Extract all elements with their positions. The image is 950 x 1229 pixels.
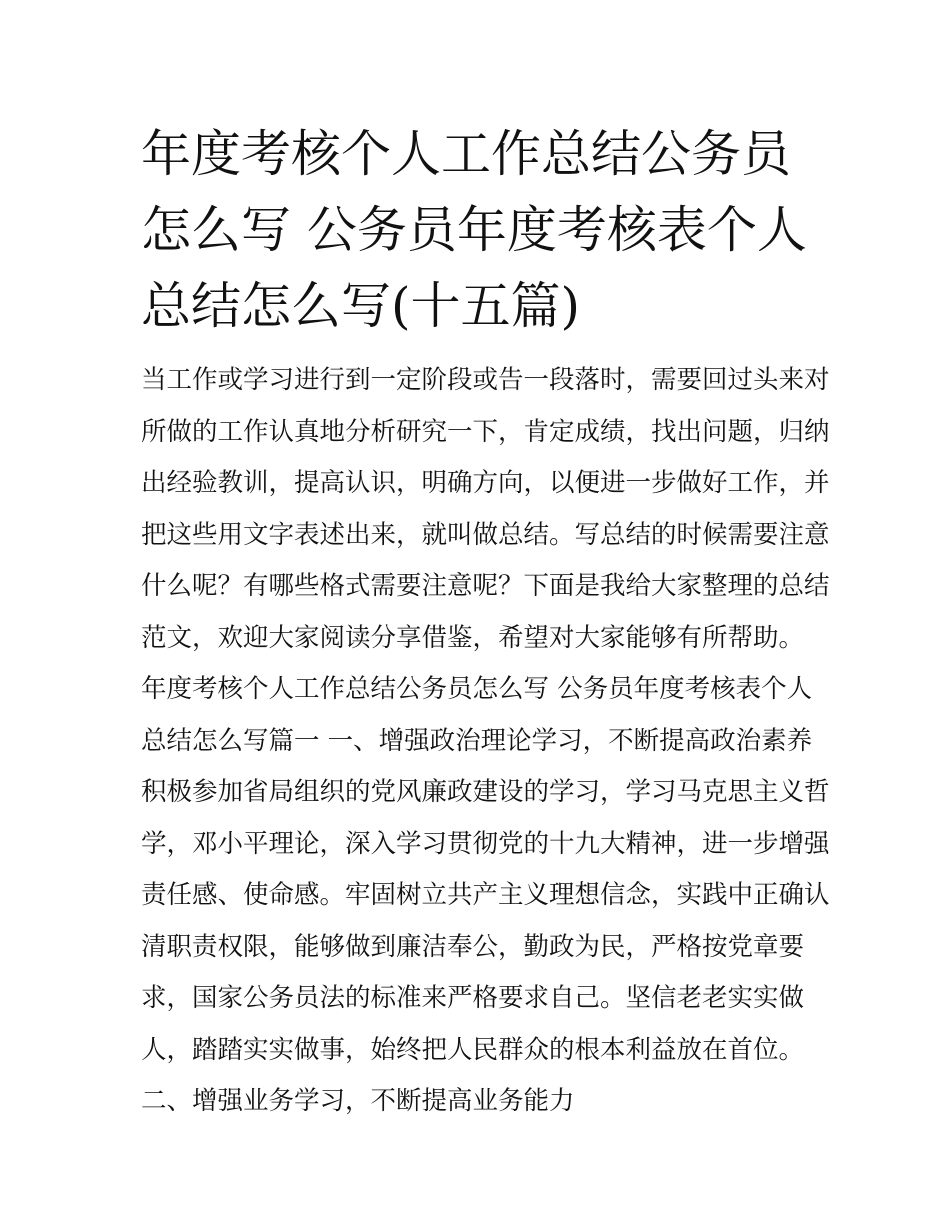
body-line: 范文，欢迎大家阅读分享借鉴，希望对大家能够有所帮助。 — [141, 622, 805, 653]
body-line: 积极参加省局组织的党风廉政建设的学习，学习马克思主义哲 — [141, 777, 830, 807]
body-line: 清职责权限，能够做到廉洁奉公，勤政为民，严格按党章要 — [141, 931, 805, 962]
body-line: 求，国家公务员法的标准来严格要求自己。坚信老老实实做 — [141, 983, 805, 1013]
document-title — [141, 116, 821, 344]
body-line: 责任感、使命感。牢固树立共产主义理想信念，实践中正确认 — [141, 880, 830, 910]
body-line: 学，邓小平理论，深入学习贯彻党的十九大精神，进一步增强 — [141, 828, 830, 859]
title-line: 年度考核个人工作总结公务员 — [141, 125, 791, 183]
body-line: 出经验教训，提高认识，明确方向，以便进一步做好工作，并 — [141, 468, 830, 498]
body-line: 所做的工作认真地分析研究一下，肯定成绩，找出问题，归纳 — [141, 416, 830, 447]
body-line: 二、增强业务学习，不断提高业务能力 — [141, 1086, 575, 1116]
body-line: 人，踏踏实实做事，始终把人民群众的根本利益放在首位。 — [141, 1034, 805, 1065]
title-line: 总结怎么写(十五篇) — [141, 277, 581, 335]
body-line: 总结怎么写篇一 一、增强政治理论学习，不断提高政治素养 — [141, 725, 813, 756]
document-body — [141, 355, 830, 1128]
body-line: 把这些用文字表述出来，就叫做总结。写总结的时候需要注意 — [141, 519, 830, 550]
body-line: 年度考核个人工作总结公务员怎么写 公务员年度考核表个人 — [141, 674, 813, 704]
title-line: 怎么写 公务员年度考核表个人 — [141, 201, 807, 259]
body-line: 当工作或学习进行到一定阶段或告一段落时，需要回过头来对 — [141, 365, 830, 395]
body-line: 什么呢？有哪些格式需要注意呢？下面是我给大家整理的总结 — [141, 571, 830, 601]
